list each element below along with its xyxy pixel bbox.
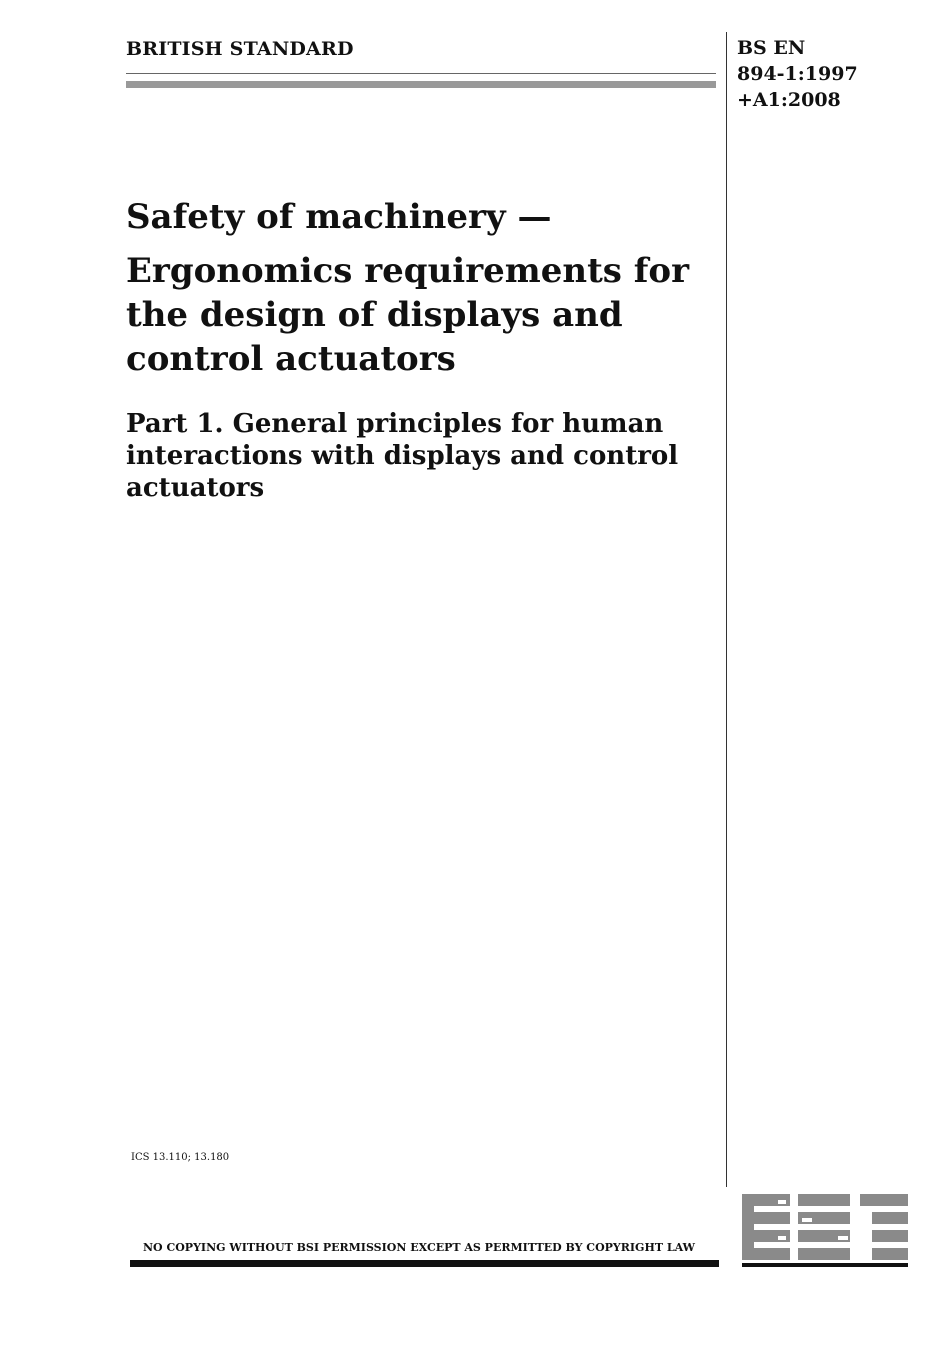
bsi-logo-icon — [740, 1192, 910, 1268]
copyright-notice: NO COPYING WITHOUT BSI PERMISSION EXCEPT AS PERMITTED BY COPYRIGHT LAW — [143, 1241, 695, 1254]
standard-amendment-line: +A1:2008 — [737, 89, 841, 111]
standard-number-line: BS EN — [737, 37, 806, 59]
standard-number-line: 894-1:1997 — [737, 63, 858, 85]
document-category-label: BRITISH STANDARD — [126, 38, 354, 60]
title-line: Safety of machinery — — [126, 197, 552, 237]
header-thin-rule — [126, 73, 716, 74]
title-line: Ergonomics requirements for the design of displays and control actuators — [126, 251, 689, 379]
document-title — [126, 195, 716, 381]
vertical-divider — [726, 32, 727, 1187]
ics-code: ICS 13.110; 13.180 — [131, 1152, 230, 1163]
header-thick-rule — [126, 81, 716, 88]
part-title: Part 1. General principles for human interactions with displays and control actuators — [126, 409, 679, 503]
standard-number — [737, 35, 858, 113]
footer-rule — [130, 1260, 719, 1267]
